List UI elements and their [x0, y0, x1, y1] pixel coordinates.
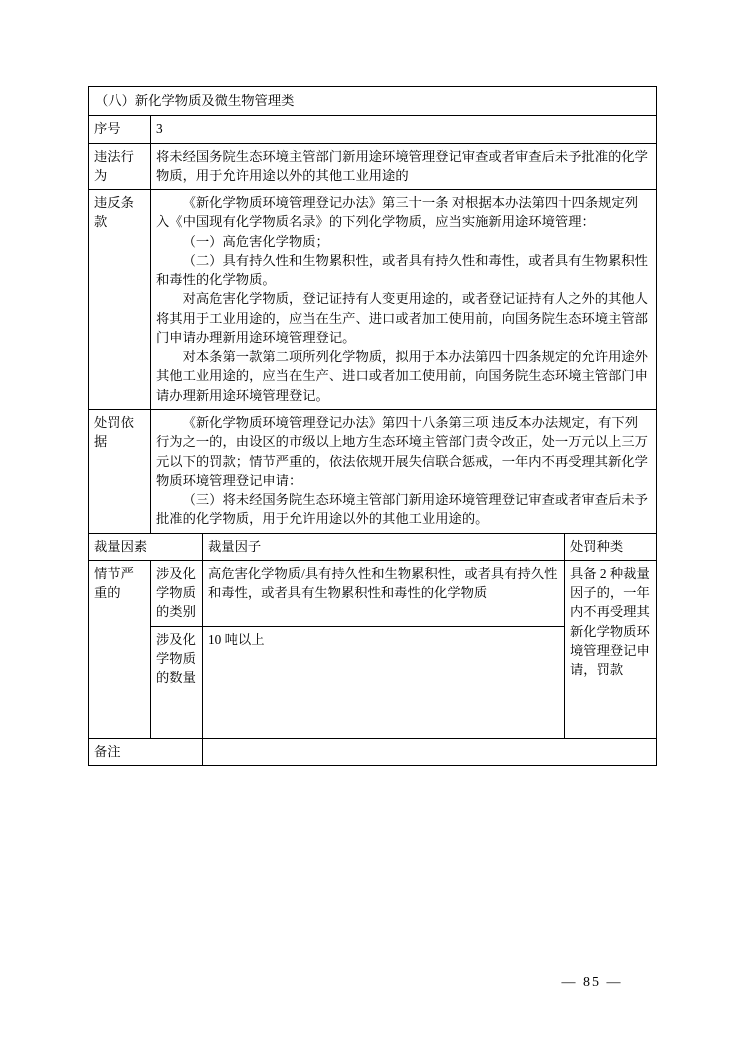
value-punish-type: 具备 2 种裁量因子的，一年内不再受理其新化学物质环境管理登记申请，罚款 [565, 560, 657, 738]
punish-basis-paragraph-2: （三）将未经国务院生态环境主管部门新用途环境管理登记审查或者审查后未予批准的化学物质，用于允许用途以外的其他工业用途的。 [156, 492, 648, 527]
violated-clause-paragraph-3: （二）具有持久性和生物累积性，或者具有持久性和毒性，或者具有生物累积性和毒性的化学物质。 [156, 252, 648, 288]
table-row-title [89, 87, 657, 116]
table-row-serial [89, 116, 657, 143]
factor-substance-category: 高危害化学物质/具有持久性和生物累积性，或者具有持久性和毒性，或者具有生物累积性和毒性的化学物质 [203, 560, 565, 626]
violated-clause-paragraph-1: 《新化学物质环境管理登记办法》第三十一条 对根据本办法第四十四条规定列入《中国现有化学物质名录》的下列化学物质，应当实施新用途环境管理： [156, 195, 639, 230]
table-row-punish-basis [89, 409, 657, 533]
sub-label-substance-category: 涉及化学物质的类别 [151, 560, 203, 626]
label-discretion-factors: 裁量因素 [89, 533, 203, 560]
label-serial-number: 序号 [89, 116, 151, 143]
violated-clause-paragraph-4: 对高危害化学物质，登记证持有人变更用途的，或者登记证持有人之外的其他人将其用于工业用途的，应当在生产、进口或者加工使用前，向国务院生态环境主管部门申请办理新用途环境管理登记。 [156, 291, 648, 345]
violated-clause-paragraph-5: 对本条第一款第二项所列化学物质，拟用于本办法第四十四条规定的允许用途外其他工业用途的，应当在生产、进口或者加工使用前，向国务院生态环境主管部门申请办理新用途环境管理登记。 [156, 349, 648, 403]
violated-clause-paragraph-2: （一）高危害化学物质； [182, 233, 329, 249]
header-discretion-factor: 裁量因子 [203, 533, 565, 560]
label-violated-clause: 违反条款 [89, 190, 151, 410]
value-remark [203, 738, 657, 765]
table-title: （八）新化学物质及微生物管理类 [89, 87, 657, 116]
label-remark: 备注 [89, 738, 203, 765]
penalty-discretion-table [88, 86, 657, 766]
table-row-violation [89, 143, 657, 190]
table-row-violated-clause [89, 190, 657, 410]
header-punish-type: 处罚种类 [565, 533, 657, 560]
table-row-discretion-item-1 [89, 560, 657, 626]
value-violated-clause [151, 190, 657, 410]
punish-basis-paragraph-1: 《新化学物质环境管理登记办法》第四十八条第三项 违反本办法规定，有下列行为之一的，由设区的市级以上地方生态环境主管部门责令改正，处一万元以上三万元以下的罚款；情节严重的，依法依规开展失信联合惩戒，一年内不再受理其新化学物质环境管理登记申请： [156, 414, 648, 488]
page-footer [0, 975, 744, 991]
table-row-remark [89, 738, 657, 765]
table-row-discretion-header [89, 533, 657, 560]
label-violation-act: 违法行为 [89, 143, 151, 190]
value-serial-number: 3 [151, 116, 657, 143]
label-punish-basis: 处罚依据 [89, 409, 151, 533]
value-violation-act: 将未经国务院生态环境主管部门新用途环境管理登记审查或者审查后未予批准的化学物质，用于允许用途以外的其他工业用途的 [151, 143, 657, 190]
label-severity: 情节严重的 [89, 560, 151, 738]
page-number: — 85 — [561, 975, 623, 990]
sub-label-substance-quantity: 涉及化学物质的数量 [151, 626, 203, 738]
factor-substance-quantity: 10 吨以上 [203, 626, 565, 738]
value-punish-basis [151, 409, 657, 533]
